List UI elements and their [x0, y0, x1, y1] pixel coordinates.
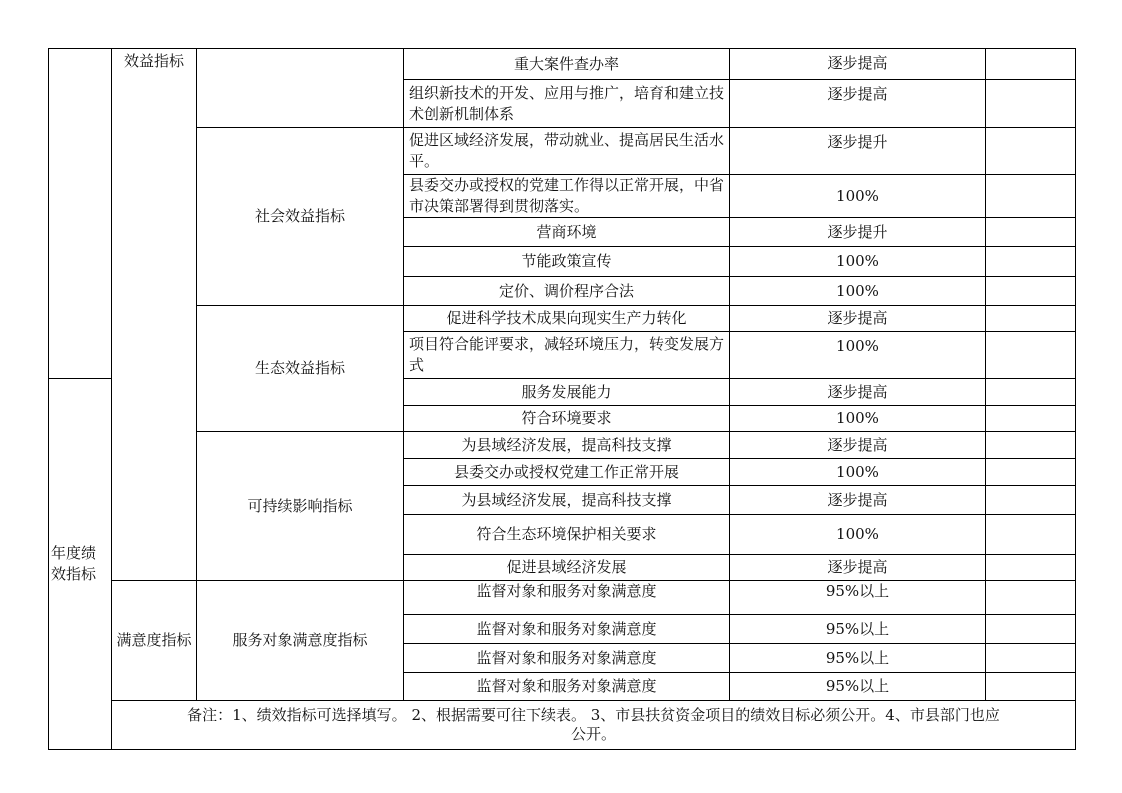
footnote	[112, 701, 1076, 750]
value-cell: 100%	[730, 175, 986, 218]
remark-cell	[986, 673, 1076, 701]
level3-sustainable-impact: 可持续影响指标	[197, 432, 404, 581]
level3-ecological-benefit: 生态效益指标	[197, 306, 404, 432]
value-cell: 逐步提高	[730, 432, 986, 459]
indicator-cell: 促进县域经济发展	[404, 555, 730, 581]
value-cell: 100%	[730, 332, 986, 379]
value-cell: 100%	[730, 247, 986, 277]
remark-cell	[986, 128, 1076, 175]
remark-cell	[986, 332, 1076, 379]
performance-indicator-table	[48, 48, 1076, 750]
remark-cell	[986, 49, 1076, 80]
value-cell: 100%	[730, 406, 986, 432]
indicator-cell: 重大案件查办率	[404, 49, 730, 80]
indicator-cell: 项目符合能评要求，减轻环境压力，转变发展方式	[404, 332, 730, 379]
level1-cell-upper	[49, 49, 112, 379]
value-cell: 逐步提高	[730, 486, 986, 515]
remark-cell	[986, 459, 1076, 486]
remark-cell	[986, 644, 1076, 673]
remark-cell	[986, 379, 1076, 406]
remark-cell	[986, 277, 1076, 306]
remark-cell	[986, 581, 1076, 615]
indicator-cell: 营商环境	[404, 218, 730, 247]
remark-cell	[986, 515, 1076, 555]
value-cell: 95%以上	[730, 644, 986, 673]
indicator-cell: 为县域经济发展，提高科技支撑	[404, 432, 730, 459]
level1-annual-performance-indicators: 年度绩效指标	[49, 379, 112, 750]
indicator-cell: 县委交办或授权党建工作正常开展	[404, 459, 730, 486]
value-cell: 95%以上	[730, 615, 986, 644]
value-cell: 100%	[730, 459, 986, 486]
indicator-cell: 监督对象和服务对象满意度	[404, 581, 730, 615]
indicator-cell: 促进区域经济发展，带动就业、提高居民生活水平。	[404, 128, 730, 175]
value-cell: 逐步提升	[730, 128, 986, 175]
value-cell: 逐步提升	[730, 218, 986, 247]
remark-cell	[986, 432, 1076, 459]
indicator-cell: 定价、调价程序合法	[404, 277, 730, 306]
value-cell: 95%以上	[730, 581, 986, 615]
value-cell: 逐步提高	[730, 379, 986, 406]
value-cell: 100%	[730, 515, 986, 555]
level3-social-benefit: 社会效益指标	[197, 128, 404, 306]
value-cell: 逐步提高	[730, 555, 986, 581]
remark-cell	[986, 218, 1076, 247]
indicator-cell: 为县域经济发展，提高科技支撑	[404, 486, 730, 515]
level3-blank	[197, 49, 404, 128]
value-cell: 逐步提高	[730, 49, 986, 80]
indicator-cell: 监督对象和服务对象满意度	[404, 673, 730, 701]
indicator-cell: 监督对象和服务对象满意度	[404, 644, 730, 673]
indicator-cell: 符合环境要求	[404, 406, 730, 432]
indicator-cell: 组织新技术的开发、应用与推广，培育和建立技术创新机制体系	[404, 80, 730, 128]
indicator-cell: 监督对象和服务对象满意度	[404, 615, 730, 644]
indicator-cell: 县委交办或授权的党建工作得以正常开展，中省市决策部署得到贯彻落实。	[404, 175, 730, 218]
level2-benefit-indicators: 效益指标	[112, 49, 197, 581]
remark-cell	[986, 486, 1076, 515]
remark-cell	[986, 615, 1076, 644]
remark-cell	[986, 406, 1076, 432]
footnote-text: 备注：1、绩效指标可选择填写。 2、根据需要可往下续表。 3、市县扶贫资金项目的绩效目标必须公开。4、市县部门也应公开。	[187, 706, 1000, 743]
level3-service-satisfaction: 服务对象满意度指标	[197, 581, 404, 701]
remark-cell	[986, 247, 1076, 277]
remark-cell	[986, 80, 1076, 128]
value-cell: 逐步提高	[730, 80, 986, 128]
remark-cell	[986, 555, 1076, 581]
indicator-cell: 促进科学技术成果向现实生产力转化	[404, 306, 730, 332]
remark-cell	[986, 175, 1076, 218]
value-cell: 95%以上	[730, 673, 986, 701]
indicator-cell: 节能政策宣传	[404, 247, 730, 277]
level2-satisfaction-indicators: 满意度指标	[112, 581, 197, 701]
remark-cell	[986, 306, 1076, 332]
value-cell: 100%	[730, 277, 986, 306]
indicator-cell: 服务发展能力	[404, 379, 730, 406]
value-cell: 逐步提高	[730, 306, 986, 332]
indicator-cell: 符合生态环境保护相关要求	[404, 515, 730, 555]
